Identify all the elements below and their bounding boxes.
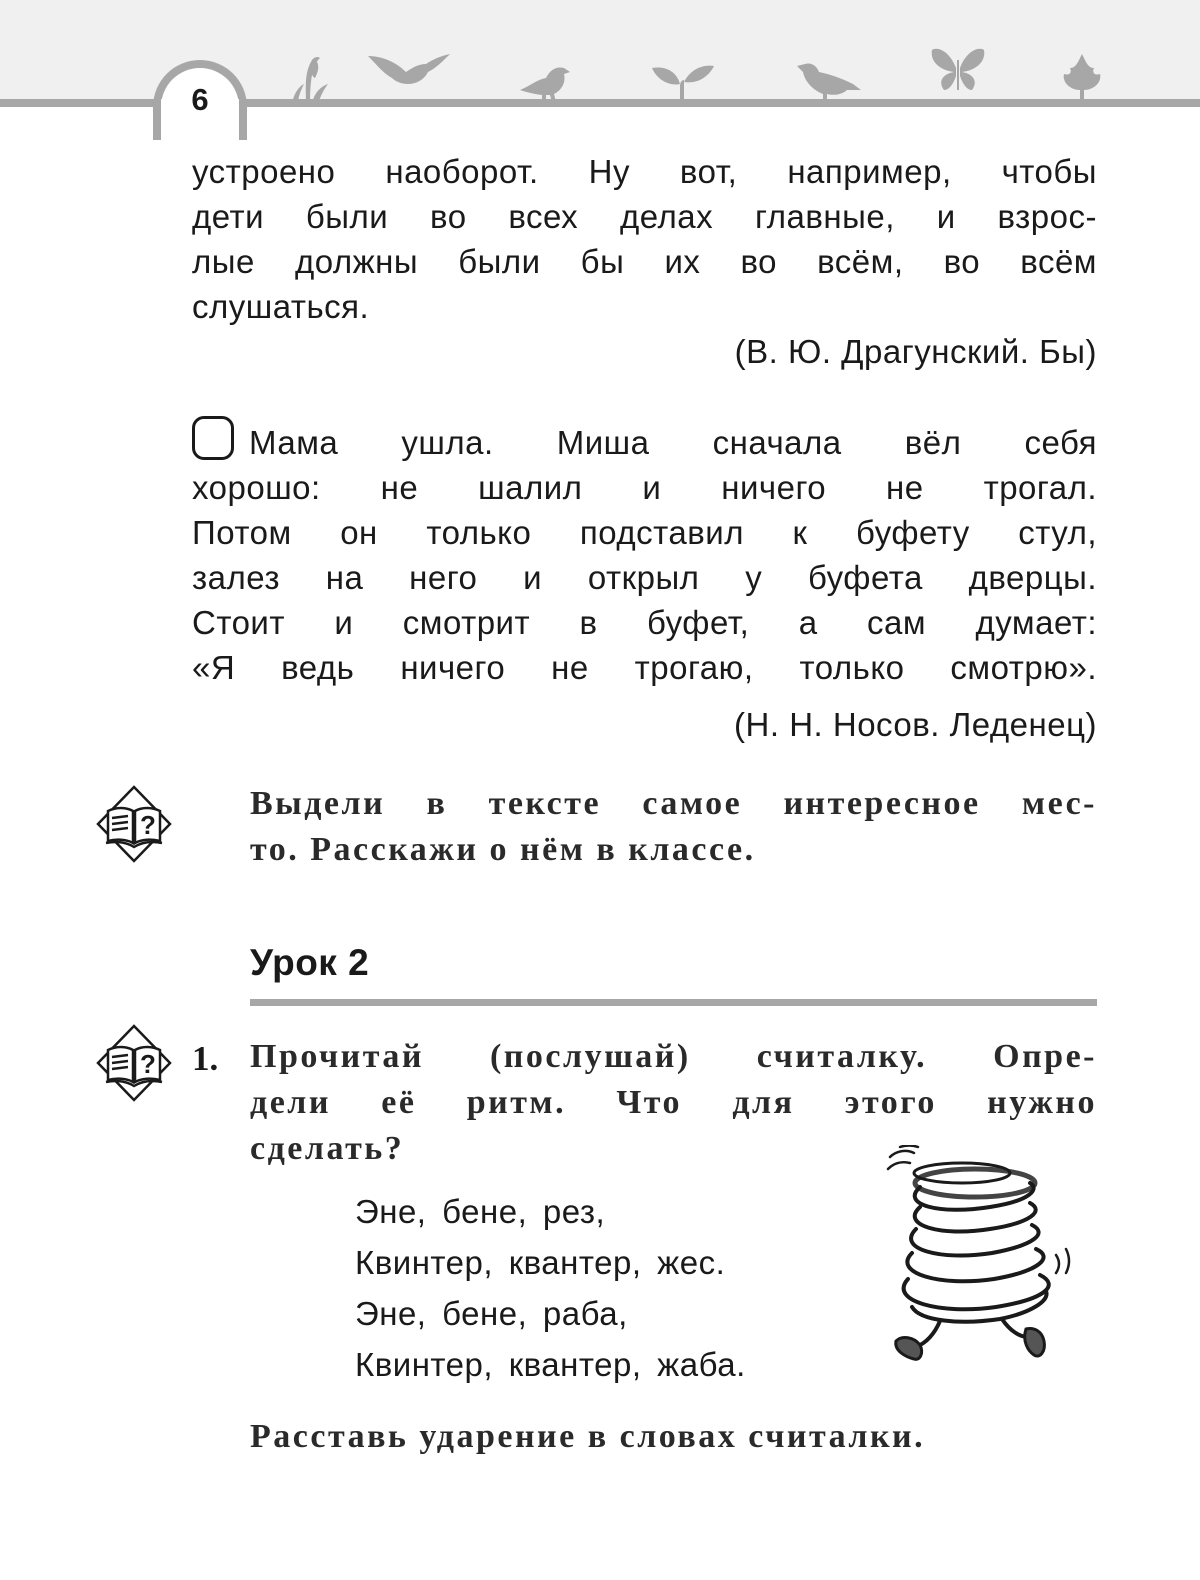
leaf-icon bbox=[1060, 52, 1104, 102]
text-line: залез на него и открыл у буфета дверцы. bbox=[192, 559, 1097, 596]
text-line: Прочитай (послушай) считалку. Опре- bbox=[250, 1038, 1097, 1075]
lesson-rule bbox=[250, 999, 1097, 1006]
text-line: Мама ушла. Миша сначала вёл себя bbox=[249, 424, 1097, 461]
svg-text:?: ? bbox=[140, 1049, 156, 1079]
task-1-followup: Расставь ударение в словах считалки. bbox=[250, 1418, 926, 1455]
sprout-icon bbox=[650, 60, 714, 104]
text-line: дели её ритм. Что для этого нужно bbox=[250, 1084, 1097, 1121]
text-line: Стоит и смотрит в буфет, а сам думает: bbox=[192, 604, 1097, 641]
page-number: 6 bbox=[191, 82, 209, 117]
text-line: устроено наоборот. Ну вот, например, чтобы bbox=[192, 153, 1097, 190]
text-line: дети были во всех делах главные, и взрос- bbox=[192, 198, 1097, 235]
task-number: 1. bbox=[192, 1039, 219, 1078]
svg-text:?: ? bbox=[140, 810, 156, 840]
excerpt-2-attribution: (Н. Н. Носов. Леденец) bbox=[734, 706, 1097, 743]
poem-line: Эне, бене, раба, bbox=[355, 1295, 628, 1332]
sitting-bird-icon bbox=[520, 62, 576, 102]
sparrow-icon bbox=[795, 60, 861, 102]
text-line: Выдели в тексте самое интересное мес- bbox=[250, 785, 1097, 822]
butterfly-icon bbox=[930, 46, 986, 94]
book-question-icon bbox=[96, 1024, 172, 1102]
book-question-icon bbox=[96, 785, 172, 863]
walking-spring-illustration bbox=[880, 1145, 1080, 1375]
flying-bird-icon bbox=[368, 50, 450, 90]
excerpt-2-text bbox=[192, 420, 1097, 690]
text-line: хорошо: не шалил и ничего не трогал. bbox=[192, 469, 1097, 506]
poem-line: Квинтер, квантер, жес. bbox=[355, 1244, 726, 1281]
discussion-task bbox=[250, 781, 1097, 873]
excerpt-1-text bbox=[192, 149, 1097, 329]
excerpt-1-attribution: (В. Ю. Драгунский. Бы) bbox=[734, 333, 1097, 370]
poem-line: Эне, бене, рез, bbox=[355, 1193, 606, 1230]
text-line: сделать? bbox=[250, 1130, 405, 1167]
text-line: «Я ведь ничего не трогаю, только смотрю». bbox=[192, 649, 1097, 686]
snowdrop-icon bbox=[282, 48, 334, 104]
text-line: то. Расскажи о нём в классе. bbox=[250, 831, 756, 868]
counting-rhyme bbox=[355, 1186, 746, 1390]
text-line: лые должны были бы их во всём, во всём bbox=[192, 243, 1097, 280]
lesson-title: Урок 2 bbox=[250, 942, 370, 983]
text-line: Потом он только подставил к буфету стул, bbox=[192, 514, 1097, 551]
text-line: слушаться. bbox=[192, 288, 370, 325]
poem-line: Квинтер, квантер, жаба. bbox=[355, 1346, 746, 1383]
